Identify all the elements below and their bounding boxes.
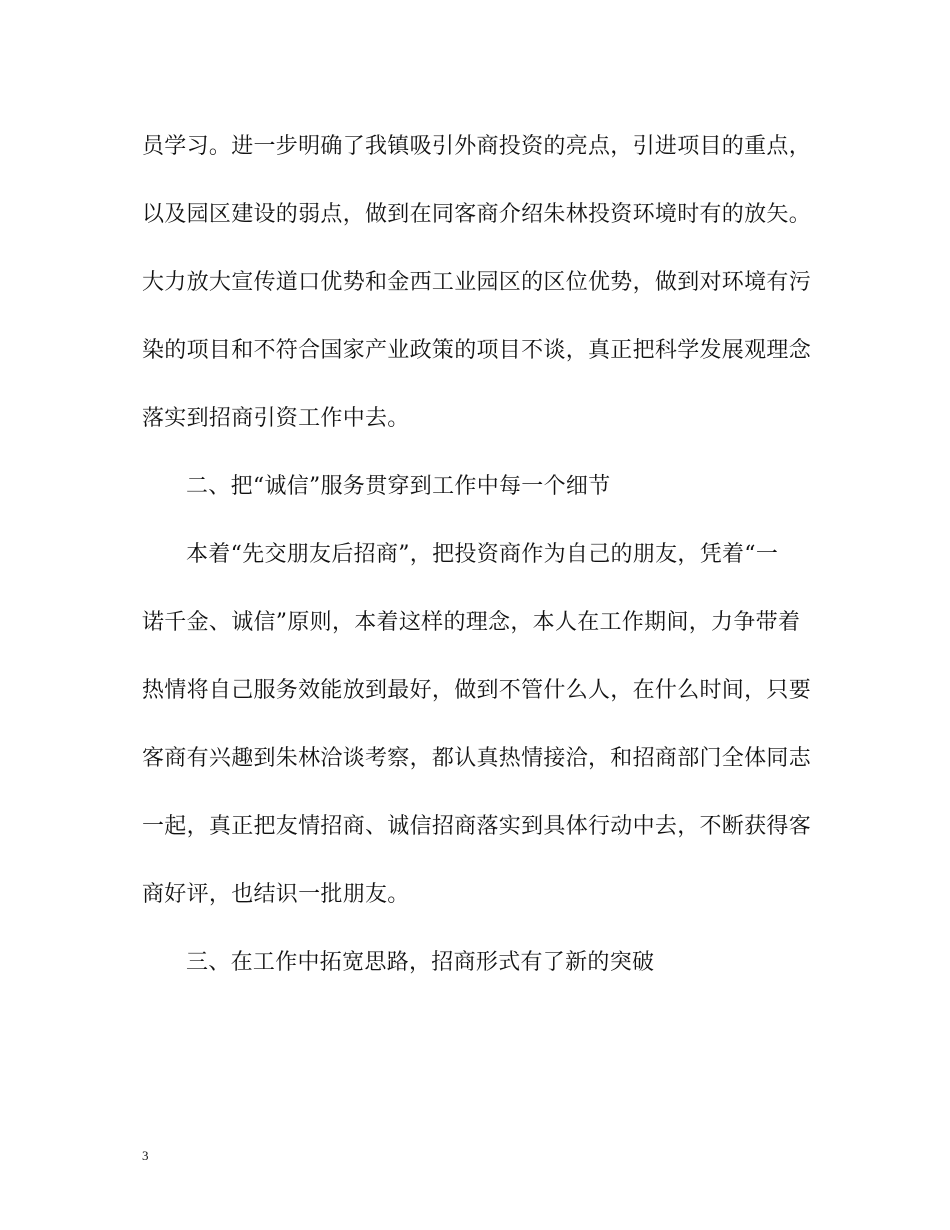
- page-number: 3: [142, 1148, 149, 1163]
- paragraph-line-7: 诺千金、诚信”原则，本着这样的理念，本人在工作期间，力争带着: [142, 610, 801, 635]
- paragraph-line-9: 客商有兴趣到朱林洽谈考察，都认真热情接洽，和招商部门全体同志: [142, 746, 812, 771]
- paragraph-line-4: 染的项目和不符合国家产业政策的项目不谈，真正把科学发展观理念: [142, 338, 812, 363]
- paragraph-line-10: 一起，真正把友情招商、诚信招商落实到具体行动中去，不断获得客: [142, 814, 812, 839]
- paragraph-line-6: 本着“先交朋友后招商”，把投资商作为自己的朋友，凭着“一: [186, 542, 779, 567]
- paragraph-line-2: 以及园区建设的弱点，做到在同客商介绍朱林投资环境时有的放矢。: [142, 202, 812, 227]
- paragraph-line-11: 商好评，也结识一批朋友。: [142, 882, 410, 907]
- paragraph-line-3: 大力放大宣传道口优势和金西工业园区的区位优势，做到对环境有污: [142, 270, 812, 295]
- paragraph-line-1: 员学习。进一步明确了我镇吸引外商投资的亮点，引进项目的重点，: [142, 134, 812, 159]
- paragraph-line-8: 热情将自己服务效能放到最好，做到不管什么人，在什么时间，只要: [142, 678, 812, 703]
- section-heading-2: 二、把“诚信”服务贯穿到工作中每一个细节: [186, 474, 611, 499]
- section-heading-3: 三、在工作中拓宽思路，招商形式有了新的突破: [186, 950, 655, 975]
- paragraph-line-5: 落实到招商引资工作中去。: [142, 406, 410, 431]
